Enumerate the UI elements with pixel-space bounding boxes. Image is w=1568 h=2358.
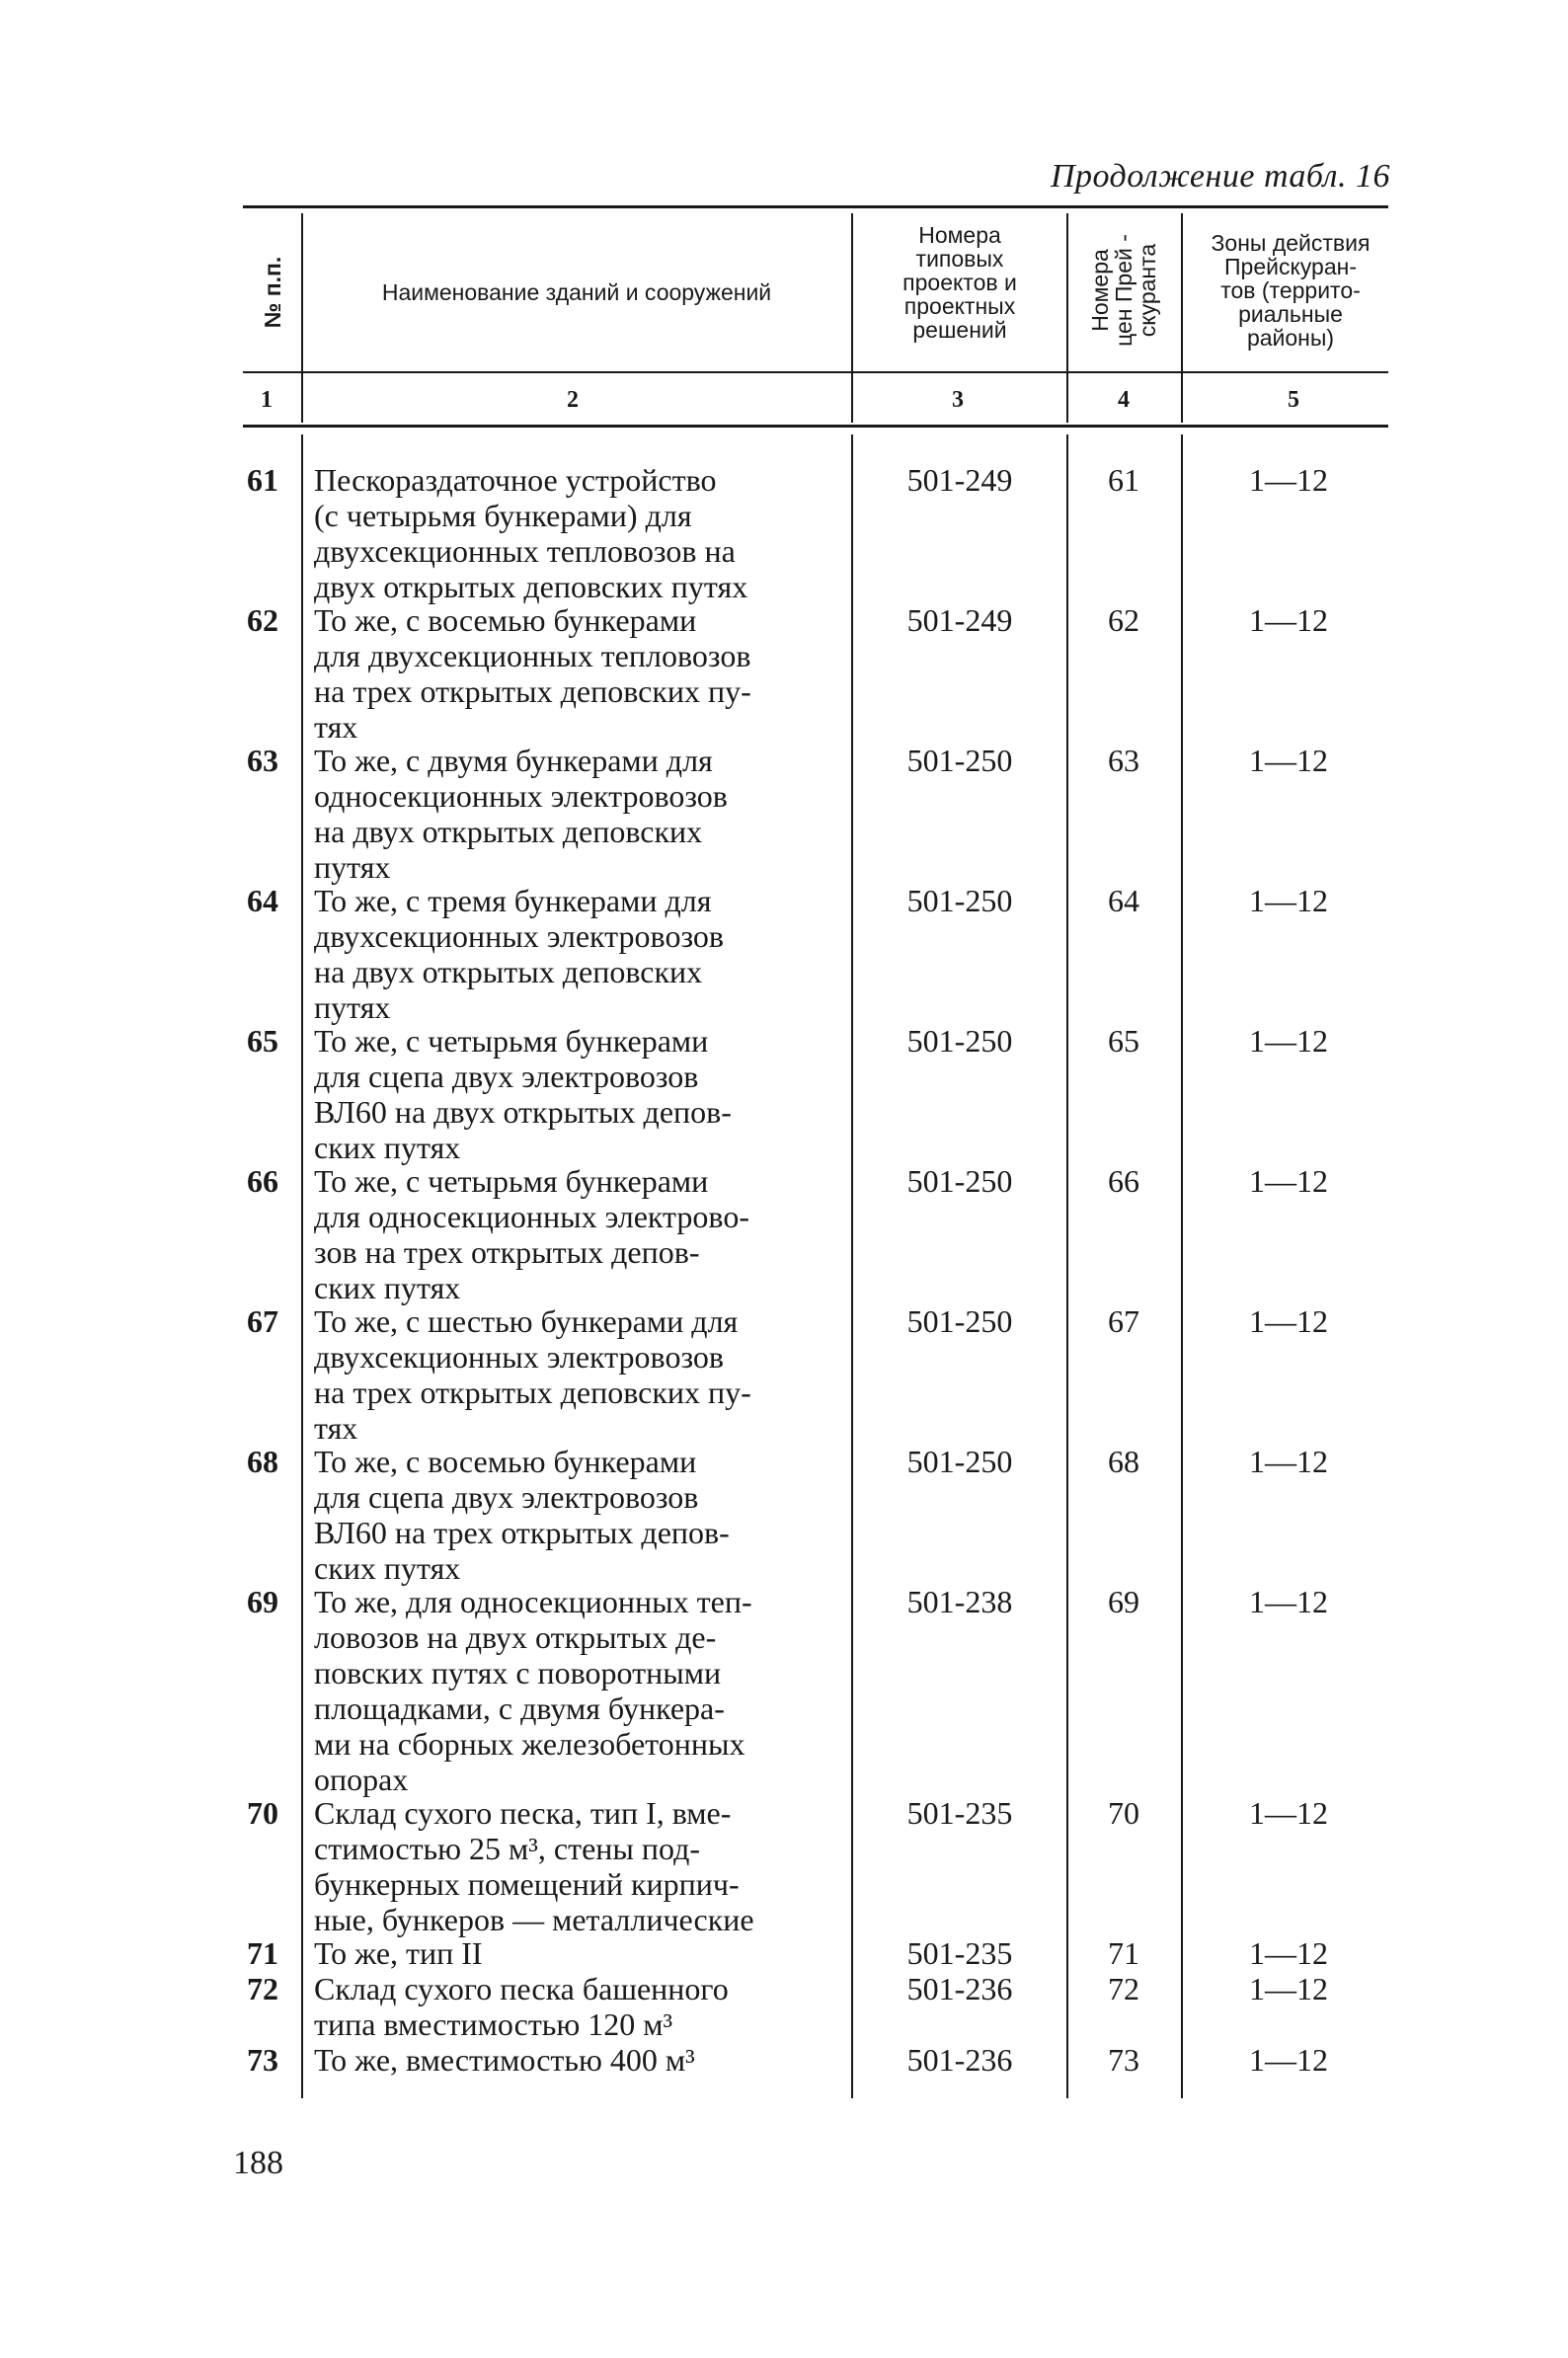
row-name-line: ные, бункеров — металлические: [314, 1902, 754, 1937]
row-name-line: бункерных помещений кирпич-: [314, 1866, 740, 1902]
row-name: [314, 1163, 839, 1305]
row-zones: 1—12: [1249, 2042, 1328, 2078]
row-name-line: Пескораздаточное устройство: [314, 462, 717, 498]
row-price-number: 61: [1108, 462, 1139, 498]
row-number: 65: [247, 1023, 278, 1059]
row-name-line: тях: [314, 1410, 358, 1446]
row-number: 73: [247, 2042, 278, 2078]
row-name-line: для односекционных электрово-: [314, 1199, 749, 1234]
colnum-3: 3: [952, 387, 964, 413]
row-name-line: на двух открытых деповских: [314, 814, 703, 849]
row-name-line: на трех открытых деповских пу-: [314, 673, 751, 709]
row-name-line: зов на трех открытых депов-: [314, 1234, 700, 1270]
row-name-line: ВЛ60 на трех открытых депов-: [314, 1515, 730, 1550]
row-project-number: 501-250: [906, 743, 1013, 778]
row-name-line: повских путях с поворотными: [314, 1655, 722, 1690]
row-project-number: 501-235: [906, 1795, 1013, 1831]
row-name-line: для сцепа двух электровозов: [314, 1479, 699, 1515]
table-top-rule: [243, 205, 1388, 208]
row-name-line: ских путях: [314, 1130, 461, 1165]
row-name-line: для двухсекционных тепловозов: [314, 638, 751, 673]
row-project-number: 501-235: [906, 1935, 1013, 1971]
row-name: [314, 1971, 839, 2042]
row-name-line: односекционных электровозов: [314, 778, 728, 814]
body-divider-3: [1066, 434, 1068, 2098]
row-name: [314, 1303, 839, 1446]
row-name-line: То же, с тремя бункерами для: [314, 883, 712, 918]
page-number: 188: [233, 2145, 283, 2181]
row-zones: 1—12: [1249, 1444, 1328, 1479]
row-project-number: 501-249: [906, 462, 1013, 498]
header-col3: Номера типовых проектов и проектных решений: [902, 222, 1017, 343]
header-col2: Наименование зданий и сооружений: [381, 279, 772, 305]
row-price-number: 67: [1108, 1303, 1139, 1339]
row-zones: 1—12: [1249, 1935, 1328, 1971]
colnum-2: 2: [567, 387, 579, 413]
row-project-number: 501-250: [906, 1444, 1013, 1479]
row-name-line: (с четырьмя бункерами) для: [314, 498, 692, 533]
row-name: [314, 743, 839, 885]
row-name-line: То же, с восемью бункерами: [314, 602, 697, 638]
row-name: [314, 1584, 839, 1797]
colnum-bottom-rule: [243, 425, 1388, 428]
row-zones: 1—12: [1249, 462, 1328, 498]
row-name-line: для сцепа двух электровозов: [314, 1059, 699, 1094]
header-col5: Зоны действия Прейскуран- тов (террито- риальные районы): [1211, 230, 1371, 351]
row-name: [314, 602, 839, 745]
row-name-line: типа вместимостью 120 м³: [314, 2006, 673, 2042]
row-name: [314, 2042, 839, 2078]
row-name-line: ВЛ60 на двух открытых депов-: [314, 1094, 732, 1130]
row-name-line: путях: [314, 849, 391, 885]
row-name-line: двух открытых деповских путях: [314, 569, 748, 604]
row-project-number: 501-236: [906, 2042, 1013, 2078]
row-price-number: 73: [1108, 2042, 1139, 2078]
row-project-number: 501-250: [906, 1163, 1013, 1199]
row-name-line: То же, для односекционных теп-: [314, 1584, 752, 1619]
row-price-number: 64: [1108, 883, 1139, 918]
row-zones: 1—12: [1249, 1971, 1328, 2006]
row-name-line: опорах: [314, 1762, 409, 1797]
row-name-line: ловозов на двух открытых де-: [314, 1619, 717, 1655]
row-project-number: 501-250: [906, 1303, 1013, 1339]
row-name-line: стимостью 25 м³, стены под-: [314, 1831, 701, 1866]
row-name-line: ских путях: [314, 1270, 461, 1305]
row-name: [314, 1023, 839, 1165]
row-name-line: Склад сухого песка, тип I, вме-: [314, 1795, 732, 1831]
row-name-line: То же, с двумя бункерами для: [314, 743, 713, 778]
row-price-number: 70: [1108, 1795, 1139, 1831]
row-number: 64: [247, 883, 278, 918]
row-zones: 1—12: [1249, 1795, 1328, 1831]
row-zones: 1—12: [1249, 1023, 1328, 1059]
row-price-number: 69: [1108, 1584, 1139, 1619]
row-price-number: 72: [1108, 1971, 1139, 2006]
colnum-1: 1: [261, 387, 273, 413]
row-price-number: 68: [1108, 1444, 1139, 1479]
row-name: [314, 462, 839, 604]
row-name-line: Склад сухого песка башенного: [314, 1971, 729, 2006]
header-divider-3: [1066, 213, 1068, 423]
row-number: 72: [247, 1971, 278, 2006]
header-col4: Номера цен Прей - скуранта: [1087, 234, 1160, 347]
row-name-line: То же, с четырьмя бункерами: [314, 1163, 709, 1199]
row-name-line: на двух открытых деповских: [314, 954, 703, 989]
row-zones: 1—12: [1249, 1303, 1328, 1339]
header-col1: № п.п.: [260, 256, 285, 329]
row-project-number: 501-238: [906, 1584, 1013, 1619]
header-divider-4: [1181, 213, 1183, 423]
row-name-line: То же, тип II: [314, 1935, 483, 1971]
row-name-line: ских путях: [314, 1550, 461, 1586]
colnum-4: 4: [1118, 387, 1130, 413]
row-number: 71: [247, 1935, 278, 1971]
row-price-number: 63: [1108, 743, 1139, 778]
body-divider-1: [301, 434, 303, 2098]
row-name-line: площадками, с двумя бункера-: [314, 1690, 725, 1726]
row-number: 70: [247, 1795, 278, 1831]
row-number: 68: [247, 1444, 278, 1479]
row-name: [314, 1795, 839, 1937]
row-name-line: То же, вместимостью 400 м³: [314, 2042, 695, 2078]
row-project-number: 501-236: [906, 1971, 1013, 2006]
row-zones: 1—12: [1249, 883, 1328, 918]
row-number: 66: [247, 1163, 278, 1199]
row-zones: 1—12: [1249, 743, 1328, 778]
body-divider-2: [851, 434, 853, 2098]
row-price-number: 62: [1108, 602, 1139, 638]
row-number: 67: [247, 1303, 278, 1339]
header-divider-1: [301, 213, 303, 423]
row-name: [314, 883, 839, 1025]
table-caption: Продолжение табл. 16: [1050, 158, 1390, 195]
row-name-line: двухсекционных тепловозов на: [314, 533, 736, 569]
row-name-line: путях: [314, 989, 391, 1025]
row-name-line: То же, с четырьмя бункерами: [314, 1023, 709, 1059]
row-price-number: 66: [1108, 1163, 1139, 1199]
row-zones: 1—12: [1249, 1163, 1328, 1199]
row-name: [314, 1444, 839, 1586]
row-project-number: 501-250: [906, 1023, 1013, 1059]
row-number: 63: [247, 743, 278, 778]
row-zones: 1—12: [1249, 602, 1328, 638]
row-number: 62: [247, 602, 278, 638]
colnum-5: 5: [1288, 387, 1299, 413]
row-price-number: 65: [1108, 1023, 1139, 1059]
header-bottom-rule: [243, 371, 1388, 373]
row-name: [314, 1935, 839, 1971]
row-name-line: на трех открытых деповских пу-: [314, 1375, 751, 1410]
row-number: 69: [247, 1584, 278, 1619]
header-divider-2: [851, 213, 853, 423]
row-name-line: То же, с шестью бункерами для: [314, 1303, 739, 1339]
row-name-line: ми на сборных железобетонных: [314, 1726, 745, 1762]
row-project-number: 501-250: [906, 883, 1013, 918]
body-divider-4: [1181, 434, 1183, 2098]
row-price-number: 71: [1108, 1935, 1139, 1971]
row-project-number: 501-249: [906, 602, 1013, 638]
row-number: 61: [247, 462, 278, 498]
row-name-line: двухсекционных электровозов: [314, 918, 724, 954]
row-name-line: двухсекционных электровозов: [314, 1339, 724, 1375]
row-name-line: тях: [314, 709, 358, 745]
row-name-line: То же, с восемью бункерами: [314, 1444, 697, 1479]
row-zones: 1—12: [1249, 1584, 1328, 1619]
